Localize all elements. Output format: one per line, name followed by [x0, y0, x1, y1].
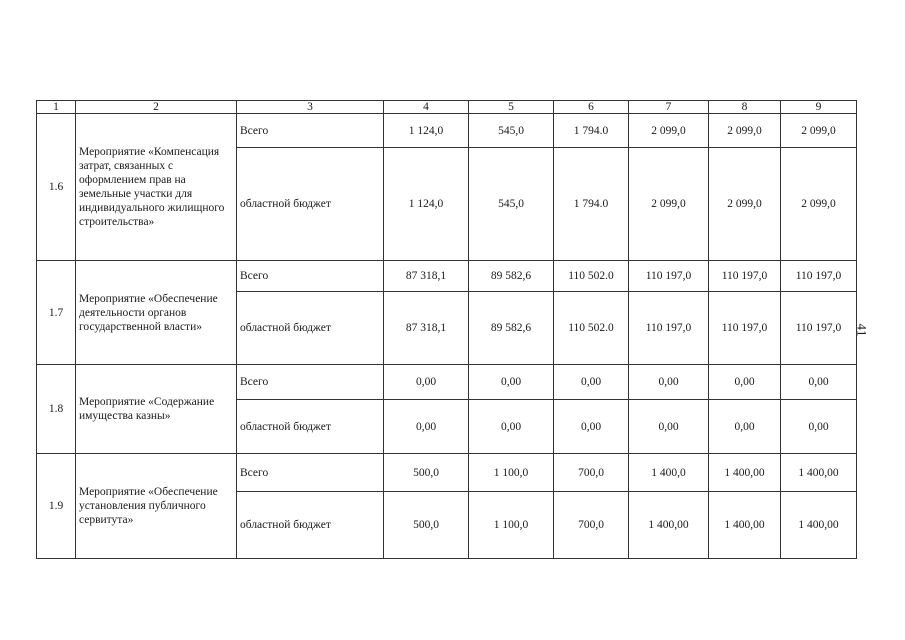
value-cell: 500,0 [384, 492, 469, 559]
table-row [37, 454, 857, 492]
value-cell: 0,00 [384, 400, 469, 454]
value-cell: 1 794.0 [554, 148, 629, 261]
value-cell: 110 502.0 [554, 261, 629, 292]
value-cell: 1 100,0 [469, 454, 554, 492]
header-cell: 3 [237, 101, 384, 114]
value-cell: 500,0 [384, 454, 469, 492]
value-cell: 2 099,0 [629, 148, 709, 261]
header-cell: 1 [37, 101, 76, 114]
table-row [37, 261, 857, 292]
header-cell: 7 [629, 101, 709, 114]
source-label: Всего [237, 114, 384, 148]
value-cell: 1 400,00 [709, 492, 781, 559]
value-cell: 110 197,0 [781, 292, 857, 365]
value-cell: 2 099,0 [781, 148, 857, 261]
value-cell: 545,0 [469, 114, 554, 148]
header-cell: 4 [384, 101, 469, 114]
source-label: Всего [237, 454, 384, 492]
value-cell: 87 318,1 [384, 292, 469, 365]
header-cell: 9 [781, 101, 857, 114]
value-cell: 2 099,0 [709, 148, 781, 261]
row-name: Мероприятие «Содержание имущества казны» [76, 365, 237, 454]
row-name: Мероприятие «Обеспечение установления публичного сервитута» [76, 454, 237, 559]
row-name: Мероприятие «Компенсация затрат, связанных с оформлением прав на земельные участки для индивидуального жилищного строительства» [76, 114, 237, 261]
header-cell: 8 [709, 101, 781, 114]
value-cell: 2 099,0 [781, 114, 857, 148]
value-cell: 1 794.0 [554, 114, 629, 148]
value-cell: 1 124,0 [384, 148, 469, 261]
row-name: Мероприятие «Обеспечение деятельности органов государственной власти» [76, 261, 237, 365]
value-cell: 0,00 [629, 400, 709, 454]
value-cell: 87 318,1 [384, 261, 469, 292]
value-cell: 1 124,0 [384, 114, 469, 148]
value-cell: 0,00 [469, 400, 554, 454]
row-code: 1.9 [37, 454, 76, 559]
value-cell: 0,00 [781, 365, 857, 400]
source-label: Всего [237, 261, 384, 292]
value-cell: 1 100,0 [469, 492, 554, 559]
header-row [37, 101, 857, 114]
value-cell: 110 197,0 [781, 261, 857, 292]
value-cell: 0,00 [469, 365, 554, 400]
source-label: областной бюджет [237, 492, 384, 559]
value-cell: 0,00 [781, 400, 857, 454]
row-code: 1.7 [37, 261, 76, 365]
value-cell: 110 197,0 [629, 261, 709, 292]
source-label: областной бюджет [237, 400, 384, 454]
value-cell: 110 197,0 [629, 292, 709, 365]
row-code: 1.6 [37, 114, 76, 261]
value-cell: 1 400,00 [709, 454, 781, 492]
header-cell: 2 [76, 101, 237, 114]
value-cell: 89 582,6 [469, 261, 554, 292]
table-row [37, 114, 857, 148]
value-cell: 0,00 [554, 400, 629, 454]
value-cell: 1 400,00 [629, 492, 709, 559]
header-cell: 6 [554, 101, 629, 114]
source-label: Всего [237, 365, 384, 400]
page-number: 41 [854, 323, 870, 337]
value-cell: 110 502.0 [554, 292, 629, 365]
row-code: 1.8 [37, 365, 76, 454]
value-cell: 700,0 [554, 454, 629, 492]
source-label: областной бюджет [237, 292, 384, 365]
value-cell: 110 197,0 [709, 261, 781, 292]
value-cell: 0,00 [709, 365, 781, 400]
value-cell: 700,0 [554, 492, 629, 559]
value-cell: 0,00 [384, 365, 469, 400]
value-cell: 2 099,0 [629, 114, 709, 148]
table-row [37, 365, 857, 400]
value-cell: 110 197,0 [709, 292, 781, 365]
value-cell: 0,00 [554, 365, 629, 400]
source-label: областной бюджет [237, 148, 384, 261]
value-cell: 1 400,00 [781, 492, 857, 559]
header-cell: 5 [469, 101, 554, 114]
value-cell: 0,00 [629, 365, 709, 400]
value-cell: 1 400,00 [781, 454, 857, 492]
value-cell: 2 099,0 [709, 114, 781, 148]
value-cell: 1 400,0 [629, 454, 709, 492]
value-cell: 89 582,6 [469, 292, 554, 365]
value-cell: 0,00 [709, 400, 781, 454]
value-cell: 545,0 [469, 148, 554, 261]
budget-table [36, 100, 857, 559]
